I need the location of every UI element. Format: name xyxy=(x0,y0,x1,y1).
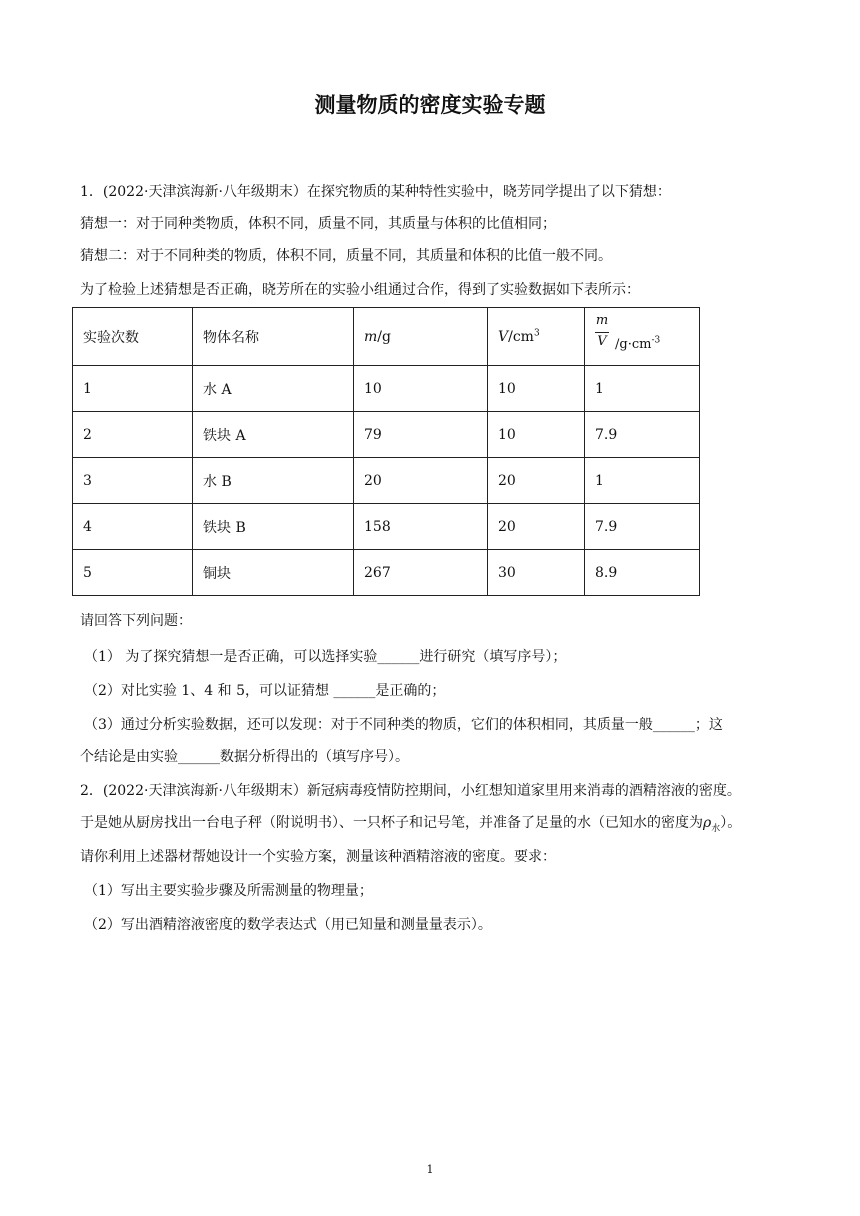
question-2-line-2-end: ）。 xyxy=(720,815,742,831)
cell-object: 水 A xyxy=(193,366,354,412)
cell-trial: 4 xyxy=(73,504,193,550)
cell-ratio: 1 xyxy=(585,458,700,504)
cell-ratio: 8.9 xyxy=(585,550,700,596)
header-mass-variable: m xyxy=(364,328,378,345)
question-1-guess-2: 猜想二：对于不同种类的物质，体积不同，质量不同，其质量和体积的比值一般不同。 xyxy=(80,248,612,264)
cell-mass: 79 xyxy=(354,412,488,458)
header-volume xyxy=(488,308,585,366)
ratio-denominator: V xyxy=(597,333,607,349)
header-object xyxy=(193,308,354,366)
water-density-symbol: ρ xyxy=(703,815,712,831)
cell-object: 铁块 A xyxy=(193,412,354,458)
question-2-line-1: 2．(2022·天津滨海新·八年级期末）新冠病毒疫情防控期间，小红想知道家里用来消毒的酒精溶液的密度。 xyxy=(80,783,741,799)
cell-object: 水 B xyxy=(193,458,354,504)
cell-ratio: 7.9 xyxy=(585,412,700,458)
cell-mass: 20 xyxy=(354,458,488,504)
cell-volume: 20 xyxy=(488,504,585,550)
table-row xyxy=(73,504,700,550)
cell-object: 铜块 xyxy=(193,550,354,596)
fraction-bar xyxy=(595,332,609,333)
document-title: 测量物质的密度实验专题 xyxy=(314,93,546,117)
question-1-sub-1: （1） 为了探究猜想一是否正确，可以选择实验______进行研究（填写序号）； xyxy=(84,649,567,665)
question-2-line-2-text: 于是她从厨房找出一台电子秤（附说明书）、一只杯子和记号笔，并准备了足量的水（已知水的密度为 xyxy=(80,815,703,831)
header-volume-unit: /cm xyxy=(508,328,534,345)
ratio-unit-text: /g·cm xyxy=(615,336,652,352)
experiment-data-table xyxy=(72,307,700,596)
header-trial xyxy=(73,308,193,366)
ratio-numerator: m xyxy=(595,312,609,328)
cell-ratio: 1 xyxy=(585,366,700,412)
question-2-line-3: 请你利用上述器材帮她设计一个实验方案，测量该种酒精溶液的密度。要求： xyxy=(80,849,556,865)
question-1-sub-2: （2）对比实验 1、4 和 5，可以证猜想 ______是正确的； xyxy=(84,683,446,699)
question-2-line-2 xyxy=(80,812,800,834)
table-row xyxy=(73,458,700,504)
question-1-sub-3-line-2: 个结论是由实验______数据分析得出的（填写序号）。 xyxy=(80,749,409,765)
cell-volume: 20 xyxy=(488,458,585,504)
cell-volume: 30 xyxy=(488,550,585,596)
cell-trial: 1 xyxy=(73,366,193,412)
question-1-sub-3-line-1: （3）通过分析实验数据，还可以发现：对于不同种类的物质，它们的体积相同，其质量一般______；这 xyxy=(84,717,723,733)
question-2-requirement-2: （2）写出酒精溶液密度的数学表达式（用已知量和测量量表示）。 xyxy=(84,917,492,933)
cell-volume: 10 xyxy=(488,366,585,412)
header-ratio xyxy=(585,308,700,366)
cell-mass: 158 xyxy=(354,504,488,550)
table-row xyxy=(73,366,700,412)
ratio-unit xyxy=(615,337,660,352)
cell-volume: 10 xyxy=(488,412,585,458)
header-volume-exponent: 3 xyxy=(533,327,540,338)
cell-mass: 10 xyxy=(354,366,488,412)
table-row xyxy=(73,412,700,458)
table-row xyxy=(73,550,700,596)
header-mass xyxy=(354,308,488,366)
header-trial-label: 实验次数 xyxy=(83,329,139,346)
ratio-unit-exponent: -3 xyxy=(651,335,661,346)
question-1-table-lead: 为了检验上述猜想是否正确，晓芳所在的实验小组通过合作，得到了实验数据如下表所示： xyxy=(80,282,640,298)
header-object-label: 物体名称 xyxy=(203,329,259,346)
question-2-requirement-1: （1）写出主要实验步骤及所需测量的物理量； xyxy=(84,883,373,899)
page-number: 1 xyxy=(426,1163,434,1176)
cell-trial: 5 xyxy=(73,550,193,596)
cell-object: 铁块 B xyxy=(193,504,354,550)
ratio-fraction xyxy=(595,313,691,357)
header-mass-unit: /g xyxy=(377,328,391,345)
cell-mass: 267 xyxy=(354,550,488,596)
header-volume-variable: V xyxy=(498,328,509,345)
table-header-row xyxy=(73,308,700,366)
cell-trial: 2 xyxy=(73,412,193,458)
cell-trial: 3 xyxy=(73,458,193,504)
question-1-intro: 1．(2022·天津滨海新·八年级期末）在探究物质的某种特性实验中，晓芳同学提出了以下猜想： xyxy=(80,184,671,200)
question-1-guess-1: 猜想一：对于同种类物质，体积不同，质量不同，其质量与体积的比值相同； xyxy=(80,216,556,232)
cell-ratio: 7.9 xyxy=(585,504,700,550)
question-1-prompt: 请回答下列问题： xyxy=(80,613,192,629)
water-density-subscript: 水 xyxy=(711,823,721,834)
